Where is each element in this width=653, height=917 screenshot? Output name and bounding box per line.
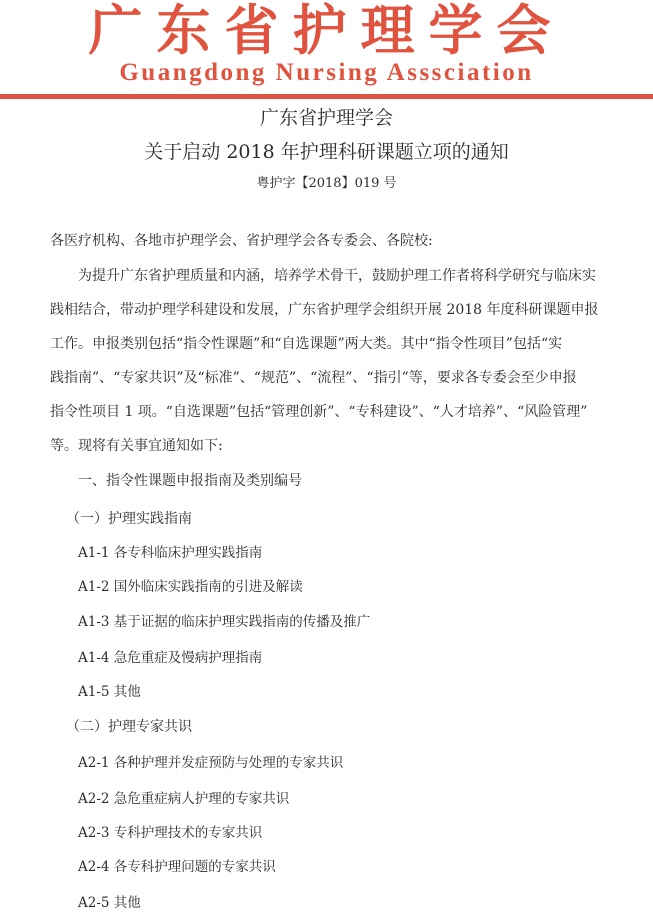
section-heading: 一、指令性课题申报指南及类别编号	[78, 473, 302, 489]
body-paragraph-line: 践指南”、“专家共识”及“标准”、“规范”、“流程”、“指引”等，要求各专委会至少申报	[50, 370, 577, 386]
body-paragraph-line: 为提升广东省护理质量和内涵，培养学术骨干，鼓励护理工作者将科学研究与临床实	[78, 268, 596, 284]
list-item: A1-1 各专科临床护理实践指南	[78, 545, 263, 561]
notice-title-subject: 关于启动 2018 年护理科研课题立项的通知	[144, 141, 509, 163]
subsection-heading: （二）护理专家共识	[66, 719, 192, 735]
list-item: A1-4 急危重症及慢病护理指南	[78, 650, 263, 666]
list-item: A2-2 急危重症病人护理的专家共识	[78, 791, 290, 807]
letterhead-english-name: Guangdong Nursing Asssciation	[119, 59, 534, 86]
notice-title-organization: 广东省护理学会	[259, 107, 393, 129]
document-number: 粤护字【2018】019 号	[256, 176, 397, 191]
body-paragraph-line: 践相结合，带动护理学科建设和发展，广东省护理学会组织开展 2018 年度科研课题申报	[50, 302, 599, 318]
body-paragraph-line: 工作。申报类别包括“指令性课题”和“自选课题”两大类。其中“指令性项目”包括“实	[50, 336, 563, 352]
list-item: A2-1 各种护理并发症预防与处理的专家共识	[78, 755, 344, 771]
letterhead-divider	[0, 94, 653, 99]
list-item: A1-2 国外临床实践指南的引进及解读	[78, 579, 303, 595]
salutation: 各医疗机构、各地市护理学会、省护理学会各专委会、各院校:	[50, 233, 433, 249]
body-paragraph-line: 指令性项目 1 项。“自选课题”包括“管理创新”、“专科建设”、“人才培养”、“风险管理”	[50, 404, 588, 420]
letterhead-chinese-name: 广东省护理学会	[88, 0, 565, 62]
list-item: A2-4 各专科护理问题的专家共识	[78, 859, 276, 875]
list-item: A1-3 基于证据的临床护理实践指南的传播及推广	[78, 614, 371, 630]
subsection-heading: （一）护理实践指南	[66, 511, 192, 527]
list-item: A2-3 专科护理技术的专家共识	[78, 825, 263, 841]
body-paragraph-line: 等。现将有关事宜通知如下:	[50, 438, 223, 454]
list-item: A2-5 其他	[78, 895, 141, 911]
list-item: A1-5 其他	[78, 684, 141, 700]
